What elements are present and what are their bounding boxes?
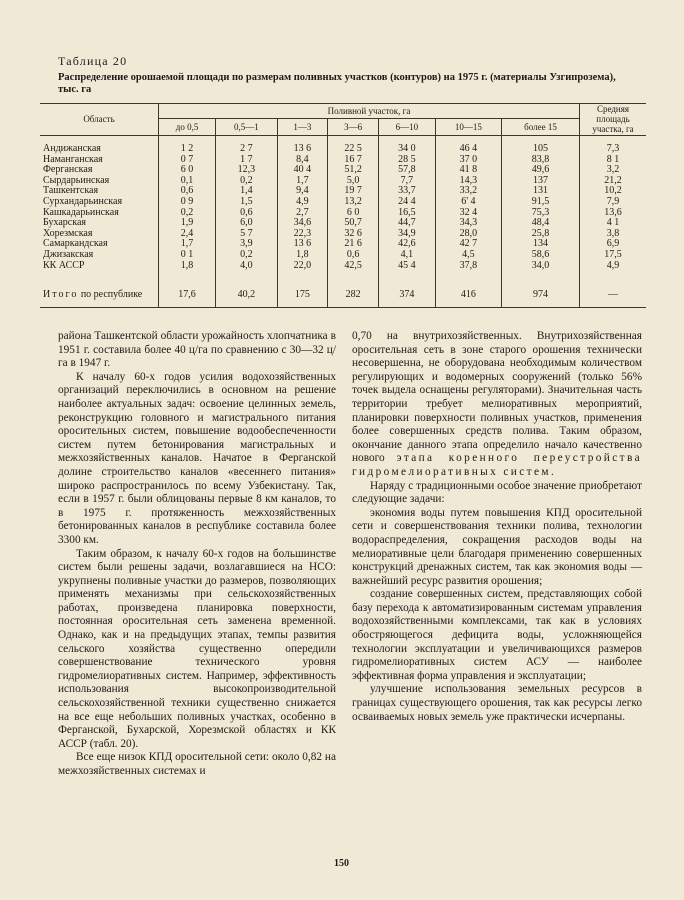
row-value: 0 7: [159, 155, 216, 166]
row-value: 2 7: [216, 144, 278, 155]
header-subcol: 3—6: [328, 119, 379, 136]
row-value: 58,6: [501, 250, 579, 261]
row-value: 16 7: [328, 155, 379, 166]
row-value: 131: [501, 186, 579, 197]
row-value: 34 0: [378, 144, 435, 155]
row-value: 0,6: [328, 250, 379, 261]
total-value: 17,6: [159, 279, 216, 308]
row-avg: 3,8: [580, 229, 647, 240]
row-value: 33,2: [435, 186, 501, 197]
row-region: Кашкадарьинская: [43, 206, 119, 218]
data-table: [40, 103, 646, 308]
row-value: 45 4: [378, 261, 435, 272]
row-value: 50,7: [328, 218, 379, 229]
row-value: 46 4: [435, 144, 501, 155]
row-avg: 6,9: [580, 239, 647, 250]
paragraph: Наряду с традиционными особое значение приобретают следующие задачи:: [352, 479, 642, 506]
table-row: [40, 176, 646, 187]
table-body: [40, 136, 646, 308]
page-number: 150: [334, 858, 349, 869]
header-subcol: 1—3: [277, 119, 328, 136]
row-value: 42,6: [378, 239, 435, 250]
header-subcol: 0,5—1: [216, 119, 278, 136]
row-value: 0,2: [216, 176, 278, 187]
total-label-rest: по республике: [78, 288, 143, 300]
row-value: 34,0: [501, 261, 579, 272]
row-avg: 3,2: [580, 165, 647, 176]
row-value: 42 7: [435, 239, 501, 250]
row-value: 34,6: [277, 218, 328, 229]
row-region: Джизакская: [43, 248, 94, 260]
spacer-row: [40, 271, 646, 279]
row-value: 2,7: [277, 208, 328, 219]
row-avg: 10,2: [580, 186, 647, 197]
paragraph-text: 0,70 на внутрихозяйственных. Внутрихозяйственная оросительная сеть в зоне старого орошения технически несовершенна, не оборудована необходимым количеством регулирующих и водомерных сооружений (только 56% точек выдела оснащены регуляторами). Значительная часть территории требует мелиоративных мероприятий, планировки поверхности поливных участков, применения более совершенных средств полива. Таким образом, окончание данного этапа определило начало качественно нового: [352, 330, 642, 465]
row-value: 37 0: [435, 155, 501, 166]
row-value: 28 5: [378, 155, 435, 166]
row-value: 8,4: [277, 155, 328, 166]
row-value: 4,0: [216, 261, 278, 272]
row-region: Самаркандская: [43, 238, 108, 250]
table-row: [40, 261, 646, 272]
row-value: 33,7: [378, 186, 435, 197]
row-value: 105: [501, 144, 579, 155]
total-value: 282: [328, 279, 379, 308]
row-value: 1,8: [277, 250, 328, 261]
row-value: 37,8: [435, 261, 501, 272]
row-value: 12,3: [216, 165, 278, 176]
total-value: 374: [378, 279, 435, 308]
paragraph: К началу 60-х годов усилия водохозяйственных организаций переключились в основном на решение наиболее актуальных задач: освоение целинных земель, реконструкцию головного и магистрального питания оросительных систем, повышение водообеспеченности систем путем бетонирования магистральных и межхозяйственных каналов. Начатое в Ферганской долине строительство каналов «весеннего питания» широко распространилось по всему Узбекистану. Так, если в 1957 г. были облицованы первые 8 км каналов, то в 1975 г. протяженность межхозяйственных бетонированных каналов в республике составила более 3300 км.: [58, 370, 336, 546]
row-value: 0,2: [216, 250, 278, 261]
row-value: 6 0: [159, 165, 216, 176]
row-value: 42,5: [328, 261, 379, 272]
row-value: 0 9: [159, 197, 216, 208]
header-avg: Средняя площадь участка, га: [580, 103, 647, 136]
row-value: 13,2: [328, 197, 379, 208]
table-label: Таблица 20: [58, 54, 128, 68]
table-row: [40, 218, 646, 229]
table-row: [40, 165, 646, 176]
row-value: 91,5: [501, 197, 579, 208]
row-value: 0,6: [216, 208, 278, 219]
row-value: 1,7: [277, 176, 328, 187]
row-value: 2,4: [159, 229, 216, 240]
row-value: 1 2: [159, 144, 216, 155]
row-value: 0,2: [159, 208, 216, 219]
row-value: 3,9: [216, 239, 278, 250]
row-region: Хорезмская: [43, 227, 93, 239]
row-value: 32 6: [328, 229, 379, 240]
row-value: 28,0: [435, 229, 501, 240]
row-value: 6' 4: [435, 197, 501, 208]
row-value: 1 7: [216, 155, 278, 166]
row-value: 57,8: [378, 165, 435, 176]
total-value: 175: [277, 279, 328, 308]
row-region: Ташкентская: [43, 185, 99, 197]
row-value: 1,5: [216, 197, 278, 208]
row-value: 75,3: [501, 208, 579, 219]
row-value: 41 8: [435, 165, 501, 176]
row-value: 134: [501, 239, 579, 250]
spacer-row: [40, 136, 646, 145]
paragraph: района Ташкентской области урожайность хлопчатника в 1951 г. составила более 40 ц/га по сравнению с 30—32 ц/га в 1947 г.: [58, 330, 336, 370]
table-row: [40, 155, 646, 166]
row-value: 5,0: [328, 176, 379, 187]
row-value: 34,3: [435, 218, 501, 229]
header-subcol: 6—10: [378, 119, 435, 136]
row-value: 7,7: [378, 176, 435, 187]
paragraph: Таким образом, к началу 60-х годов на большинстве систем были решены задачи, возлагавшиеся на НСО: укрупнены поливные участки до размеров, позволяющих применять механизмы при сельскохозяйственных работах, произведена планировка поверхности, постоянная оросительная сеть заменена временной. Однако, как и на предыдущих этапах, темпы развития сельского хозяйства существенно опередили совершенствование технического уровня гидромелиоративных систем. Например, эффективность использования высокопроизводительной сельскохозяйственной техники существенно снижается на все еще небольших поливных участках, особенно в Ферганской, Бухарской, Хорезмской областях и КК АССР (табл. 20).: [58, 547, 336, 750]
table-row: [40, 229, 646, 240]
row-value: 4,1: [378, 250, 435, 261]
table-row: [40, 250, 646, 261]
header-subcol: 10—15: [435, 119, 501, 136]
row-avg: 8 1: [580, 155, 647, 166]
row-region: Ферганская: [43, 164, 93, 176]
table-row: [40, 186, 646, 197]
row-value: 21 6: [328, 239, 379, 250]
paragraph: экономия воды путем повышения КПД оросительной сети и совершенствования техники полива, технологии водораспределения, сокращения расходов воды на мелиоративные цели благодаря применению совершенных конструкций дренажных систем, так как экономия воды — важнейший ресурс развития орошения;: [352, 506, 642, 587]
row-value: 6 0: [328, 208, 379, 219]
total-label: [40, 279, 159, 308]
row-value: 51,2: [328, 165, 379, 176]
left-column: [58, 330, 336, 779]
row-region: Сурхандарьинская: [43, 195, 123, 207]
table-row: [40, 239, 646, 250]
paragraph: создание совершенных систем, представляющих собой базу перехода к автоматизированным системам управления водохозяйственными комплексами, так как в условиях обостряющегося дефицита воды, усложняющейся технологии эксплуатации и увеличивающихся размеров гидромелиоративных систем АСУ — наиболее эффективная форма управления и эксплуатации;: [352, 588, 642, 682]
table-row: [40, 197, 646, 208]
row-value: 4,9: [277, 197, 328, 208]
row-value: 13 6: [277, 144, 328, 155]
row-value: 19 7: [328, 186, 379, 197]
row-value: 0,1: [159, 176, 216, 187]
row-value: 44,7: [378, 218, 435, 229]
header-group: Поливной участок, га: [159, 103, 580, 119]
row-value: 9,4: [277, 186, 328, 197]
row-value: 83,8: [501, 155, 579, 166]
total-row: [40, 279, 646, 308]
header-subcol: до 0,5: [159, 119, 216, 136]
row-value: 5 7: [216, 229, 278, 240]
row-value: 22,3: [277, 229, 328, 240]
row-value: 6,0: [216, 218, 278, 229]
header-region: Область: [40, 103, 159, 136]
total-value: 40,2: [216, 279, 278, 308]
row-avg: 4,9: [580, 261, 647, 272]
row-avg: 17,5: [580, 250, 647, 261]
table-row: [40, 208, 646, 219]
row-value: 48,4: [501, 218, 579, 229]
row-avg: 7,3: [580, 144, 647, 155]
header-subcol: более 15: [501, 119, 579, 136]
row-value: 1,9: [159, 218, 216, 229]
row-value: 34,9: [378, 229, 435, 240]
row-region: Бухарская: [43, 217, 86, 229]
row-value: 24 4: [378, 197, 435, 208]
row-region: Сырдарьинская: [43, 174, 110, 186]
spaced-emphasis: этапа коренного переустройства гидромелиоративных систем.: [352, 452, 642, 478]
total-avg: —: [580, 279, 647, 308]
row-value: 0,6: [159, 186, 216, 197]
row-value: 1,8: [159, 261, 216, 272]
row-value: 22 5: [328, 144, 379, 155]
row-value: 22,0: [277, 261, 328, 272]
row-value: 49,6: [501, 165, 579, 176]
right-column: [352, 330, 642, 724]
row-value: 32 4: [435, 208, 501, 219]
row-value: 137: [501, 176, 579, 187]
table-title: Распределение орошаемой площади по размерам поливных участков (контуров) на 1975 г. (материалы Узгипрозема), тыс. га: [58, 72, 616, 95]
row-region: Андижанская: [43, 143, 101, 154]
row-value: 0 1: [159, 250, 216, 261]
total-label-spaced: Итого: [43, 288, 79, 300]
row-value: 16,5: [378, 208, 435, 219]
total-value: 416: [435, 279, 501, 308]
paragraph: улучшение использования земельных ресурсов в границах существующего орошения, так как ресурсы легко осваиваемых новых земель уже практически исчерпаны.: [352, 683, 642, 723]
row-region: Наманганская: [43, 153, 103, 165]
row-value: 4,5: [435, 250, 501, 261]
row-value: 13 6: [277, 239, 328, 250]
table-row: [40, 144, 646, 155]
row-avg: 21,2: [580, 176, 647, 187]
row-value: 40 4: [277, 165, 328, 176]
row-value: 14,3: [435, 176, 501, 187]
row-region: КК АССР: [43, 259, 85, 271]
paragraph: [352, 330, 642, 480]
row-value: 1,7: [159, 239, 216, 250]
row-avg: 7,9: [580, 197, 647, 208]
row-value: 25,8: [501, 229, 579, 240]
row-avg: 4 1: [580, 218, 647, 229]
total-value: 974: [501, 279, 579, 308]
row-value: 1,4: [216, 186, 278, 197]
row-avg: 13,6: [580, 208, 647, 219]
paragraph: Все еще низок КПД оросительной сети: около 0,82 на межхозяйственных системах и: [58, 751, 336, 777]
